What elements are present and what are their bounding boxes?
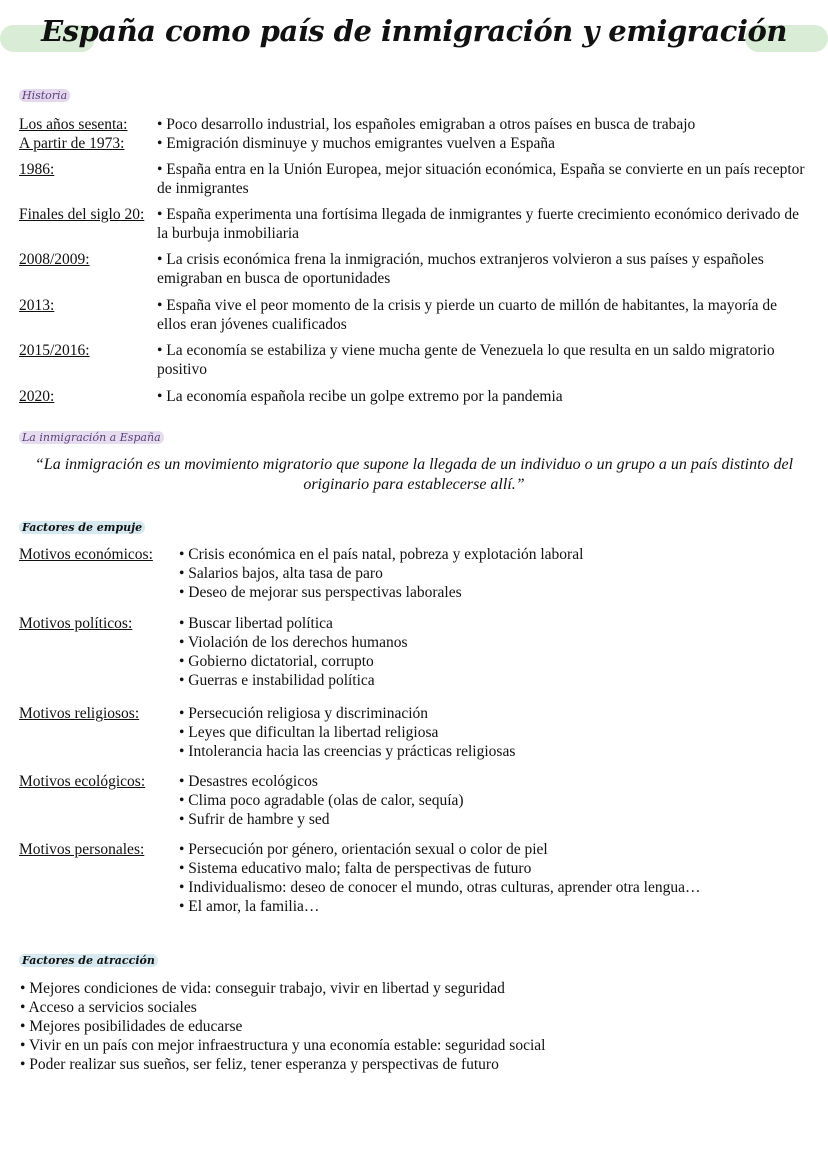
atraccion-item: • Mejores posibilidades de educarse — [20, 1018, 243, 1035]
row-text: • La crisis económica frena la inmigración, muchos extranjeros volvieron a sus países y españoles emigraban en busca de oportunidades — [157, 251, 764, 287]
atraccion-item: • Mejores condiciones de vida: conseguir trabajo, vivir en libertad y seguridad — [20, 980, 505, 997]
motivo-item: • Violación de los derechos humanos — [179, 634, 408, 651]
row-label: 1986: — [19, 161, 55, 178]
row-text: • Poco desarrollo industrial, los españoles emigraban a otros países en busca de trabajo — [157, 116, 696, 133]
motivo-item: • Buscar libertad política — [179, 615, 333, 632]
atraccion-item: • Poder realizar sus sueños, ser feliz, tener esperanza y perspectivas de futuro — [20, 1056, 499, 1073]
motivo-item: • Crisis económica en el país natal, pobreza y explotación laboral — [179, 546, 584, 563]
motivo-item: • Sistema educativo malo; falta de perspectivas de futuro — [179, 860, 532, 877]
motivo-item: • Gobierno dictatorial, corrupto — [179, 653, 374, 670]
row-text: • España entra en la Unión Europea, mejor situación económica, España se convierte en un país receptor de inmigrantes — [157, 161, 805, 197]
row-label: 2008/2009: — [19, 251, 90, 268]
row-text: • La economía se estabiliza y viene mucha gente de Venezuela lo que resulta en un saldo migratorio positivo — [157, 342, 775, 378]
motivo-item: • Persecución por género, orientación sexual o color de piel — [179, 841, 548, 858]
row-label: 2015/2016: — [19, 342, 90, 359]
heading-historia: Historia — [19, 89, 70, 102]
row-label: Los años sesenta: — [19, 116, 128, 133]
motivo-item: • Desastres ecológicos — [179, 773, 318, 790]
atraccion-item: • Acceso a servicios sociales — [20, 999, 197, 1016]
motivo-item: • Sufrir de hambre y sed — [179, 811, 330, 828]
heading-empuje: Factores de empuje — [19, 521, 145, 534]
motivo-item: • Individualismo: deseo de conocer el mundo, otras culturas, aprender otra lengua… — [179, 879, 701, 896]
motivo-label: Motivos religiosos: — [19, 705, 140, 722]
definition-quote: “La inmigración es un movimiento migratorio que supone la llegada de un individuo o un grupo a un país distinto del originario para establecerse allí.” — [34, 456, 794, 493]
atraccion-item: • Vivir en un país con mejor infraestructura y una economía estable: seguridad social — [20, 1037, 546, 1054]
motivo-item: • Guerras e instabilidad política — [179, 672, 375, 689]
motivo-item: • Intolerancia hacia las creencias y prácticas religiosas — [179, 743, 516, 760]
row-label: Finales del siglo 20: — [19, 206, 145, 223]
motivo-item: • Clima poco agradable (olas de calor, sequía) — [179, 792, 464, 809]
row-text: • España experimenta una fortísima llegada de inmigrantes y fuerte crecimiento económico derivado de la burbuja inmobiliaria — [157, 206, 799, 242]
motivo-item: • Salarios bajos, alta tasa de paro — [179, 565, 383, 582]
motivo-item: • Persecución religiosa y discriminación — [179, 705, 429, 722]
row-text: • Emigración disminuye y muchos emigrantes vuelven a España — [157, 135, 555, 152]
motivo-item: • El amor, la familia… — [179, 898, 320, 915]
row-label: 2013: — [19, 297, 55, 314]
atraccion-list — [20, 979, 545, 1074]
heading-inmigracion: La inmigración a España — [19, 431, 164, 444]
motivo-item: • Deseo de mejorar sus perspectivas laborales — [179, 584, 462, 601]
row-text: • La economía española recibe un golpe extremo por la pandemia — [157, 388, 563, 405]
motivo-label: Motivos económicos: — [19, 546, 153, 563]
row-label: A partir de 1973: — [19, 135, 125, 152]
motivo-label: Motivos ecológicos: — [19, 773, 146, 790]
motivo-label: Motivos políticos: — [19, 615, 133, 632]
motivo-label: Motivos personales: — [19, 841, 145, 858]
motivo-item: • Leyes que dificultan la libertad religiosa — [179, 724, 439, 741]
row-label: 2020: — [19, 388, 55, 405]
heading-atraccion: Factores de atracción — [19, 954, 158, 967]
page-title: España como país de inmigración y emigración — [41, 14, 787, 48]
row-text: • España vive el peor momento de la crisis y pierde un cuarto de millón de habitantes, la mayoría de ellos eran jóvenes cualificados — [157, 297, 778, 333]
